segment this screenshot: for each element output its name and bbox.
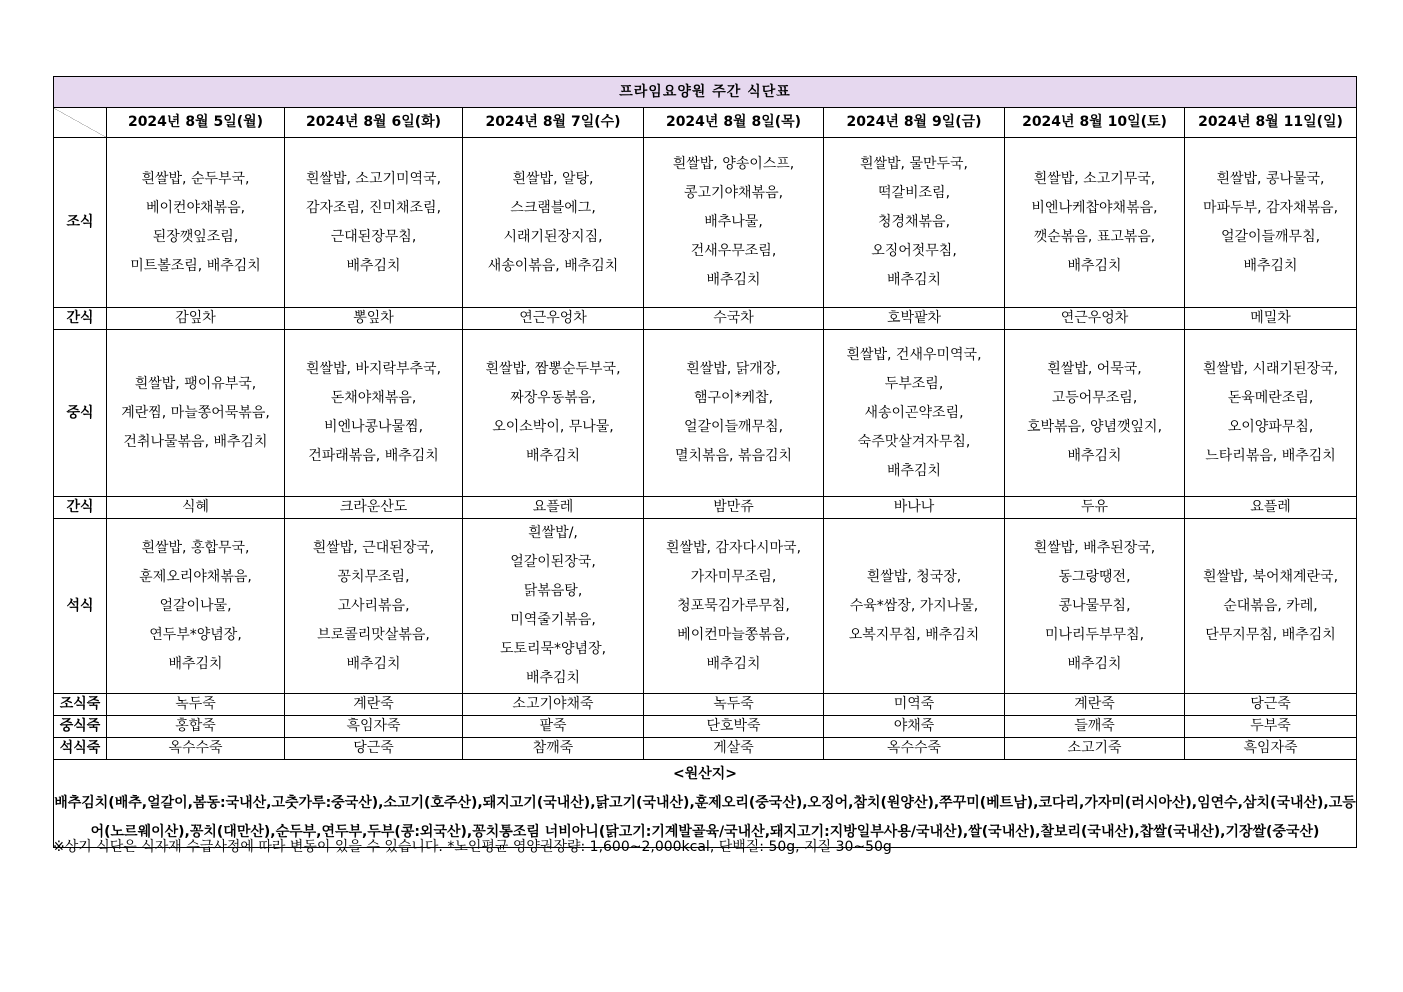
porridge_b-cell: 녹두죽 [107, 694, 285, 716]
menu-item-line: 콩나물무침, [1058, 597, 1131, 614]
menu-item-line: 건취나물볶음, 배추김치 [123, 433, 268, 450]
menu-item-line: 흰쌀밥, 감자다시마국, [665, 539, 802, 556]
menu-item-line: 시래기된장지짐, [503, 228, 603, 245]
menu-item-line: 흰쌀밥, 순두부국, [141, 170, 250, 187]
dinner-cell [644, 519, 824, 694]
menu-item-line: 순대볶음, 카레, [1223, 597, 1318, 614]
menu-item-line: 떡갈비조림, [877, 185, 951, 201]
menu-item-line: 된장깻잎조림, [152, 228, 239, 245]
dinner-row [54, 519, 1357, 694]
menu-item-line: 오이소박이, 무나물, [492, 419, 614, 435]
date-header-0: 2024년 8월 5일(월) [107, 108, 285, 138]
dinner-cell [1185, 519, 1357, 694]
porridge_d-cell: 당근죽 [285, 738, 463, 760]
diagonal-corner-cell [54, 108, 107, 138]
menu-item-line: 흰쌀밥, 양송이스프, [672, 156, 795, 172]
menu-item-line: 새송이볶음, 배추김치 [487, 257, 619, 274]
menu-item-line: 흰쌀밥, 알탕, [512, 170, 594, 187]
lunch-row [54, 330, 1357, 497]
dinner-cell [463, 519, 644, 694]
snack2-row [54, 497, 1357, 519]
menu-item-line: 단무지무침, 배추김치 [1205, 626, 1336, 643]
porridge_l-cell: 흑임자죽 [285, 716, 463, 738]
lunch-cell [824, 330, 1005, 497]
menu-item-line: 멸치볶음, 볶음김치 [674, 448, 793, 464]
date-header-4: 2024년 8월 9일(금) [824, 108, 1005, 138]
menu-item-line: 흰쌀밥, 물만두국, [859, 156, 969, 172]
snack2-cell: 요플레 [463, 497, 644, 519]
menu-item-line: 배추김치 [346, 257, 401, 274]
snack2-cell: 요플레 [1185, 497, 1357, 519]
menu-item-line: 수육*쌈장, 가지나물, [849, 597, 979, 614]
porridge_l-cell: 홍합죽 [107, 716, 285, 738]
snack2-cell: 밤만쥬 [644, 497, 824, 519]
porridge_b-cell: 미역죽 [824, 694, 1005, 716]
menu-item-line: 배추나물, [704, 214, 763, 230]
menu-item-line: 짜장우동볶음, [510, 390, 596, 406]
menu-item-line: 오이양파무침, [1227, 419, 1314, 435]
date-header-6: 2024년 8월 11일(일) [1185, 108, 1357, 138]
menu-item-line: 배추김치 [886, 462, 942, 479]
menu-item-line: 배추김치 [886, 272, 942, 288]
menu-item-line: 흰쌀밥, 팽이유부국, [134, 375, 257, 392]
breakfast-cell [1185, 138, 1357, 308]
lunch-cell [1005, 330, 1185, 497]
weekly-menu-table [53, 76, 1357, 848]
snack2-label: 간식 [54, 497, 107, 519]
breakfast-cell [107, 138, 285, 308]
date-header-2: 2024년 8월 7일(수) [463, 108, 644, 138]
porridge_d-cell: 게살죽 [644, 738, 824, 760]
origin-info-cell [54, 760, 1357, 848]
menu-item-line: 베이컨마늘쫑볶음, [677, 626, 790, 643]
date-header-row [54, 108, 1357, 138]
origin-title: <원산지> [672, 766, 738, 782]
footnote: ※상기 식단은 식자재 수급사정에 따라 변동이 있을 수 있습니다. *노인평균 영양권장량: 1,600~2,000kcal, 단백질: 50g, 지질 30~50g [53, 839, 892, 855]
menu-item-line: 배추김치 [706, 655, 761, 672]
date-header-1: 2024년 8월 6일(화) [285, 108, 463, 138]
porridge_b-label: 조식죽 [54, 694, 107, 716]
menu-item-line: 건새우무조림, [690, 243, 777, 259]
dinner-cell [824, 519, 1005, 694]
snack1-cell: 수국차 [644, 308, 824, 330]
menu-item-line: 콩고기야채볶음, [683, 185, 784, 201]
menu-item-line: 흰쌀밥, 배추된장국, [1033, 539, 1156, 556]
porridge_d-cell: 흑임자죽 [1185, 738, 1357, 760]
porridge_d-cell: 옥수수죽 [107, 738, 285, 760]
porridge_b-cell: 계란죽 [285, 694, 463, 716]
breakfast-label: 조식 [54, 138, 107, 308]
menu-item-line: 스크램블에그, [510, 199, 596, 216]
menu-item-line: 계란찜, 마늘쫑어묵볶음, [121, 404, 270, 421]
menu-item-line: 배추김치 [706, 272, 761, 288]
menu-item-line: 두부조림, [884, 375, 944, 392]
menu-item-line: 얼갈이나물, [159, 597, 232, 614]
menu-item-line: 배추김치 [1067, 257, 1122, 274]
dinner-cell [285, 519, 463, 694]
menu-item-line: 돈채야채볶음, [330, 390, 417, 406]
lunch-cell [107, 330, 285, 497]
page-title: 프라임요양원 주간 식단표 [54, 77, 1357, 108]
menu-item-line: 햄구이*케찹, [693, 390, 774, 406]
menu-item-line: 마파두부, 감자채볶음, [1202, 199, 1339, 216]
breakfast-cell [285, 138, 463, 308]
snack1-cell: 호박팥차 [824, 308, 1005, 330]
breakfast-cell [463, 138, 644, 308]
menu-item-line: 미나리두부무침, [1044, 626, 1145, 643]
menu-item-line: 얼갈이들깨무침, [683, 419, 784, 435]
porridge_l-label: 중식죽 [54, 716, 107, 738]
menu-item-line: 훈제오리야채볶음, [139, 568, 252, 585]
menu-item-line: 느타리볶음, 배추김치 [1205, 448, 1336, 464]
menu-item-line: 베이컨야채볶음, [145, 199, 246, 216]
porridge_l-cell: 들깨죽 [1005, 716, 1185, 738]
menu-item-line: 꽁치무조림, [337, 568, 410, 585]
lunch-cell [644, 330, 824, 497]
menu-item-line: 깻순볶음, 표고볶음, [1033, 228, 1156, 245]
menu-item-line: 흰쌀밥, 근대된장국, [312, 539, 435, 556]
snack1-cell: 연근우엉차 [463, 308, 644, 330]
dinner-label: 석식 [54, 519, 107, 694]
lunch-cell [285, 330, 463, 497]
menu-item-line: 연두부*양념장, [149, 626, 242, 643]
menu-item-line: 흰쌀밥, 닭개장, [686, 361, 781, 377]
menu-item-line: 고등어무조림, [1051, 390, 1138, 406]
menu-item-line: 얼갈이들깨무침, [1220, 228, 1321, 245]
porridge_l-cell: 단호박죽 [644, 716, 824, 738]
menu-item-line: 흰쌀밥, 바지락부추국, [305, 361, 442, 377]
menu-item-line: 오복지무침, 배추김치 [848, 626, 980, 643]
menu-item-line: 흰쌀밥, 소고기무국, [1033, 170, 1156, 187]
menu-item-line: 배추김치 [1067, 448, 1122, 464]
menu-item-line: 흰쌀밥, 소고기미역국, [305, 170, 442, 187]
lunch-label: 중식 [54, 330, 107, 497]
menu-item-line: 흰쌀밥, 청국장, [866, 568, 962, 585]
snack2-cell: 크라운산도 [285, 497, 463, 519]
dinner-porridge-row [54, 738, 1357, 760]
snack2-cell: 식혜 [107, 497, 285, 519]
lunch-cell [463, 330, 644, 497]
breakfast-porridge-row [54, 694, 1357, 716]
porridge_l-cell: 팥죽 [463, 716, 644, 738]
menu-item-line: 얼갈이된장국, [510, 554, 596, 570]
menu-item-line: 흰쌀밥, 홍합무국, [141, 539, 250, 556]
porridge_l-cell: 두부죽 [1185, 716, 1357, 738]
menu-item-line: 호박볶음, 양념깻잎지, [1026, 419, 1163, 435]
porridge_d-cell: 옥수수죽 [824, 738, 1005, 760]
weekly-menu-table-wrapper [53, 76, 1357, 848]
menu-item-line: 동그랑땡전, [1058, 568, 1131, 585]
menu-item-line: 흰쌀밥, 어묵국, [1047, 361, 1142, 377]
menu-item-line: 비엔나콩나물찜, [323, 419, 424, 435]
snack1-cell: 뽕잎차 [285, 308, 463, 330]
menu-item-line: 고사리볶음, [337, 597, 410, 614]
menu-item-line: 미역줄기볶음, [510, 612, 596, 628]
date-header-5: 2024년 8월 10일(토) [1005, 108, 1185, 138]
menu-item-line: 건파래볶음, 배추김치 [308, 448, 439, 464]
menu-item-line: 흰쌀밥/, [528, 525, 578, 541]
breakfast-row [54, 138, 1357, 308]
dinner-cell [107, 519, 285, 694]
lunch-porridge-row [54, 716, 1357, 738]
menu-item-line: 배추김치 [1067, 655, 1122, 672]
porridge_b-cell: 녹두죽 [644, 694, 824, 716]
porridge_b-cell: 소고기야채죽 [463, 694, 644, 716]
snack1-row [54, 308, 1357, 330]
menu-item-line: 배추김치 [346, 655, 401, 672]
menu-item-line: 배추김치 [525, 448, 581, 464]
breakfast-cell [1005, 138, 1185, 308]
menu-item-line: 흰쌀밥, 북어채계란국, [1202, 568, 1339, 585]
dinner-cell [1005, 519, 1185, 694]
porridge_d-cell: 참깨죽 [463, 738, 644, 760]
snack1-label: 간식 [54, 308, 107, 330]
breakfast-cell [824, 138, 1005, 308]
porridge_d-label: 석식죽 [54, 738, 107, 760]
date-header-3: 2024년 8월 8일(목) [644, 108, 824, 138]
menu-item-line: 흰쌀밥, 건새우미역국, [846, 346, 982, 363]
snack1-cell: 메밀차 [1185, 308, 1357, 330]
menu-item-line: 미트볼조림, 배추김치 [130, 257, 261, 274]
menu-item-line: 배추김치 [525, 670, 581, 686]
menu-item-line: 흰쌀밥, 짬뽕순두부국, [485, 361, 621, 377]
menu-item-line: 오징어젓무침, [871, 243, 957, 259]
origin-text: 배추김치(배추,얼갈이,봄동:국내산,고춧가루:중국산),소고기(호주산),돼지고기(국내산),닭고기(국내산),훈제오리(중국산),오징어,참치(원양산),쭈꾸미(베트남),코다리,가자미(러시아산),임연수,삼치(국내산),고등어(노르웨이산),꽁치(대만산),순두부,연두부,두부(콩:외국산),꽁치통조림 너비아니(닭고기:기계발골육/국내산,돼지고기:지방일부사용/국내산),쌀(국내산),찰보리(국내산),찹쌀(국내산),기장쌀(중국산) [54, 795, 1356, 840]
menu-item-line: 돈육메란조림, [1227, 390, 1314, 406]
menu-item-line: 청포묵김가루무침, [677, 597, 790, 614]
breakfast-cell [644, 138, 824, 308]
menu-item-line: 청경채볶음, [877, 214, 951, 230]
snack2-cell: 바나나 [824, 497, 1005, 519]
menu-item-line: 숙주맛살겨자무침, [857, 433, 971, 450]
menu-item-line: 배추김치 [168, 655, 223, 672]
porridge_b-cell: 당근죽 [1185, 694, 1357, 716]
snack2-cell: 두유 [1005, 497, 1185, 519]
menu-item-line: 가자미무조림, [690, 568, 777, 585]
snack1-cell: 감잎차 [107, 308, 285, 330]
menu-item-line: 근대된장무침, [330, 228, 417, 245]
menu-item-line: 브로콜리맛살볶음, [317, 626, 430, 643]
lunch-cell [1185, 330, 1357, 497]
porridge_b-cell: 계란죽 [1005, 694, 1185, 716]
porridge_l-cell: 야채죽 [824, 716, 1005, 738]
menu-item-line: 새송이곤약조림, [864, 404, 964, 421]
menu-item-line: 흰쌀밥, 시래기된장국, [1202, 361, 1339, 377]
menu-item-line: 도토리묵*양념장, [499, 641, 607, 657]
menu-item-line: 비엔나케찹야채볶음, [1031, 199, 1158, 216]
menu-item-line: 배추김치 [1243, 257, 1298, 274]
snack1-cell: 연근우엉차 [1005, 308, 1185, 330]
menu-item-line: 흰쌀밥, 콩나물국, [1216, 170, 1325, 187]
menu-item-line: 감자조림, 진미채조림, [305, 199, 442, 216]
porridge_d-cell: 소고기죽 [1005, 738, 1185, 760]
menu-item-line: 닭볶음탕, [523, 583, 583, 599]
